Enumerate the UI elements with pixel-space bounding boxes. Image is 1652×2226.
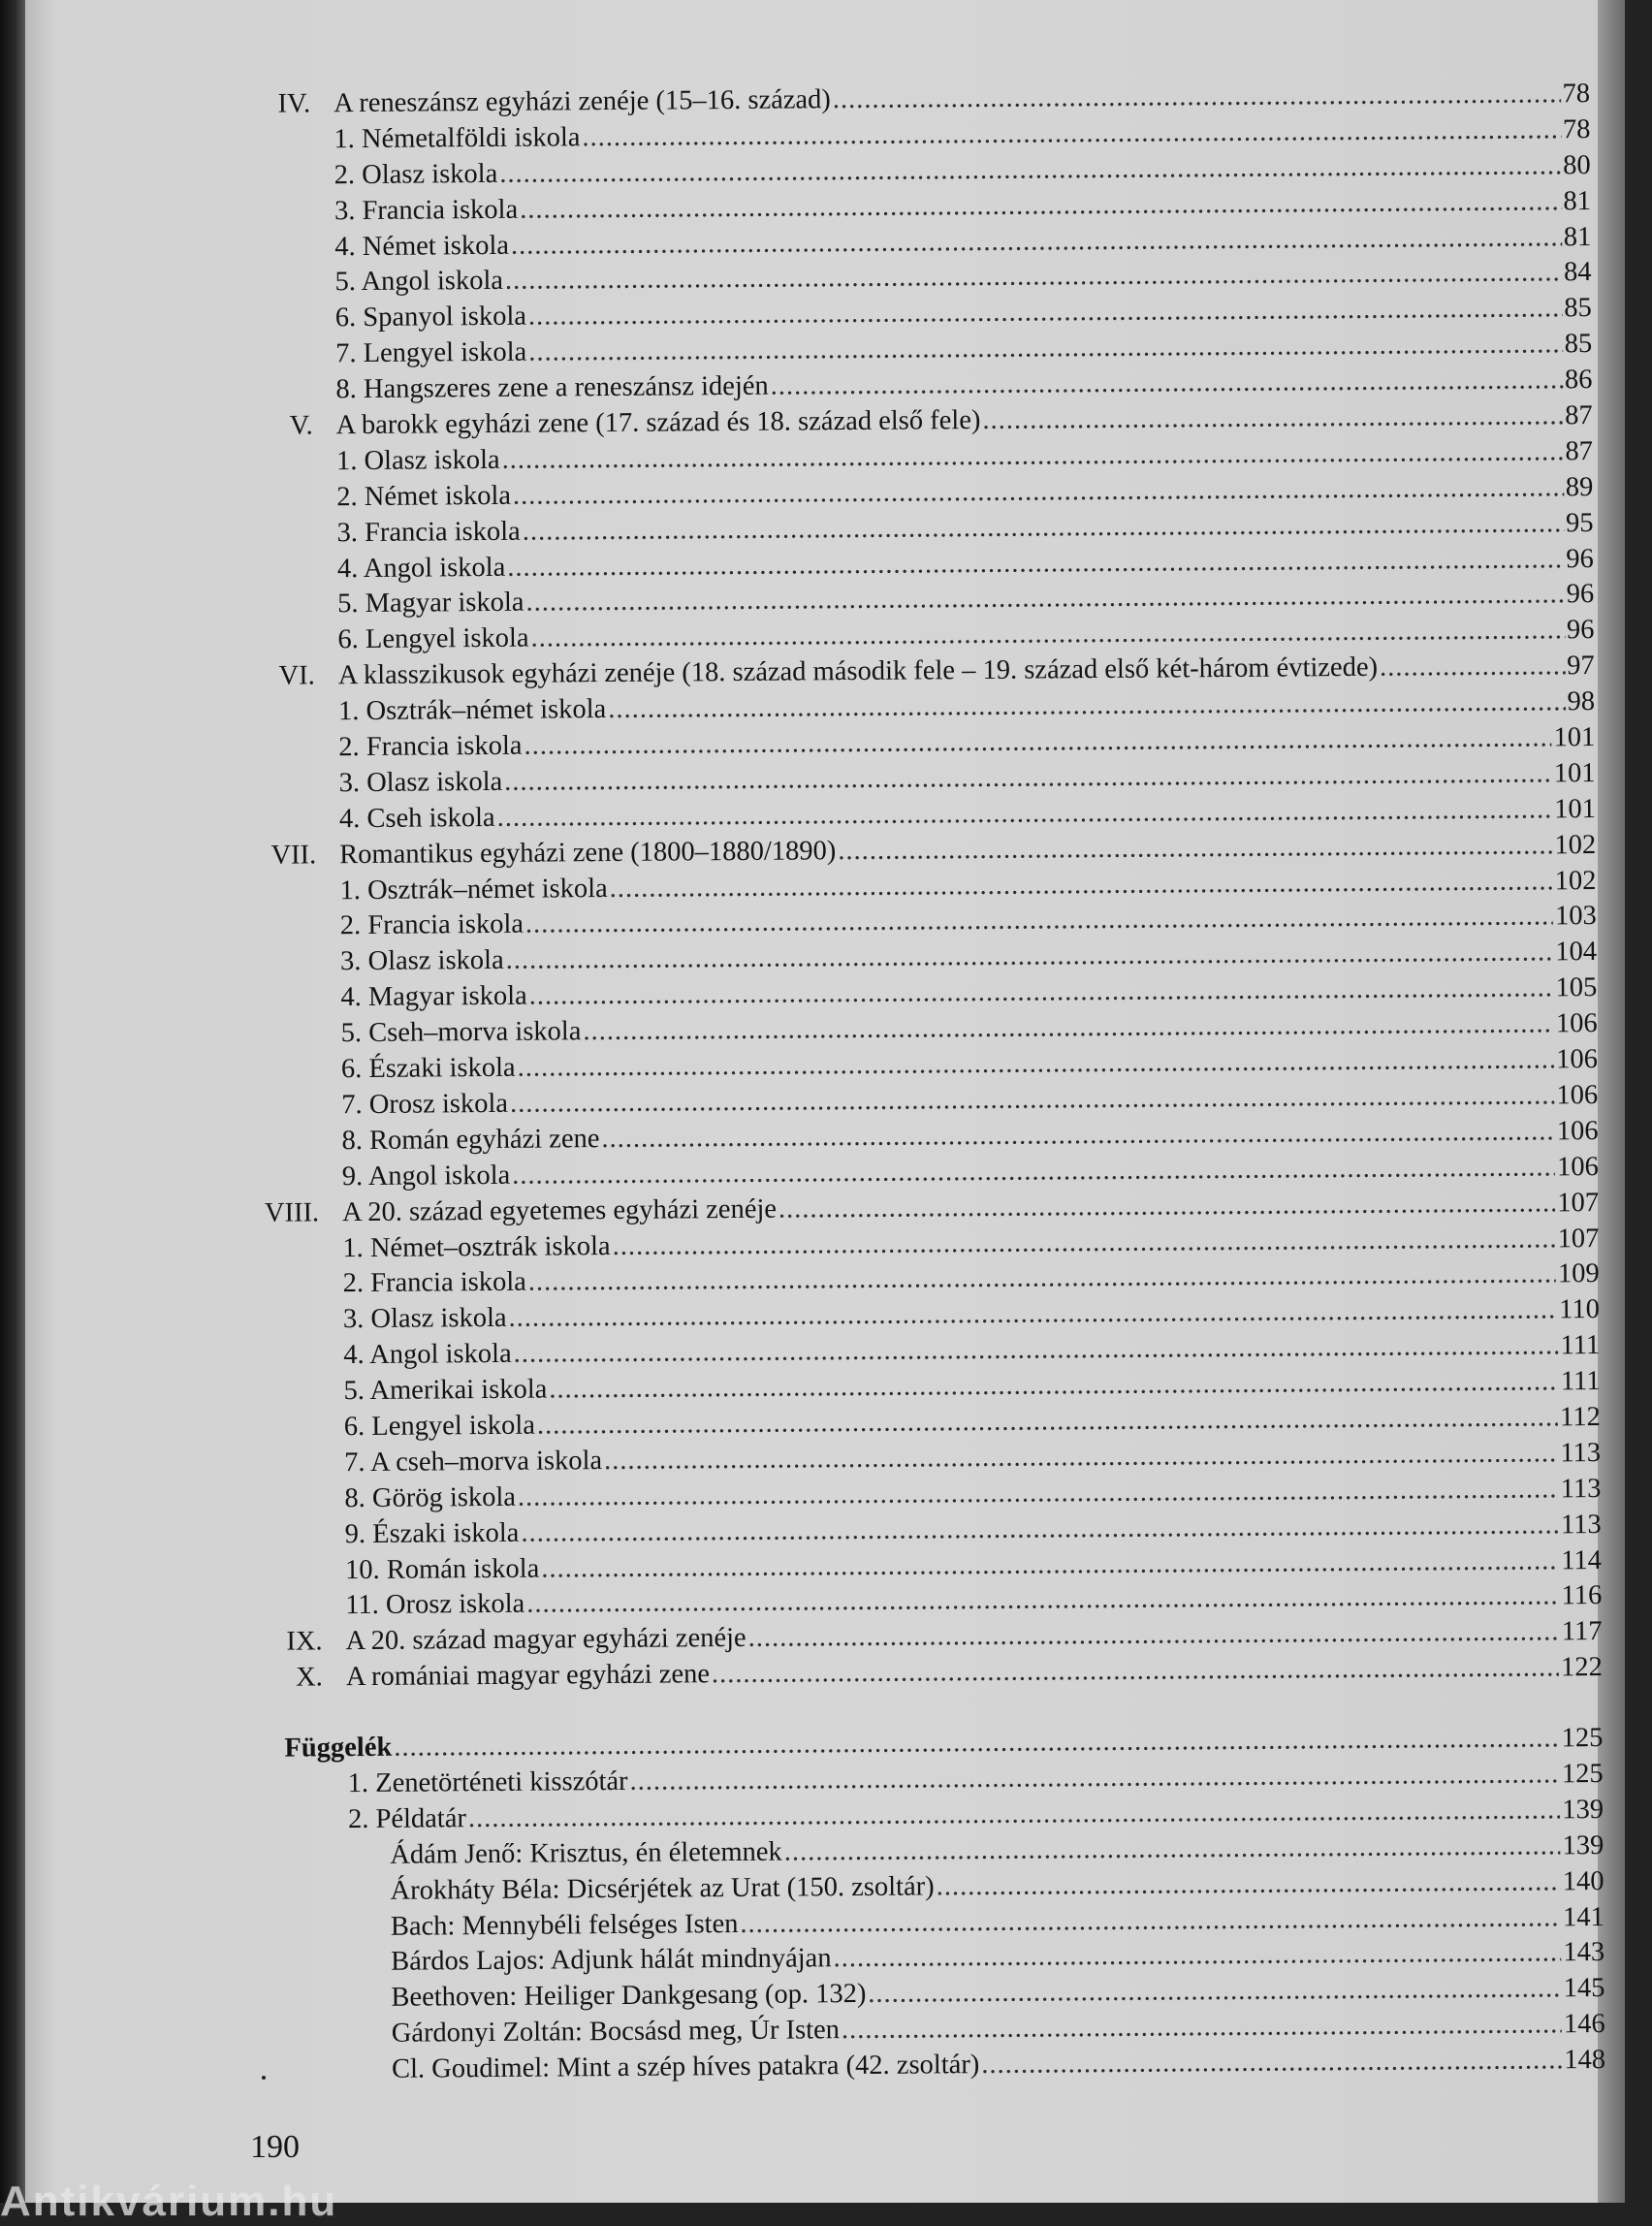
- chapter-numeral: IX.: [286, 1626, 323, 1657]
- dot-leader: [784, 1828, 1561, 1870]
- chapter-numeral: VII.: [270, 840, 317, 871]
- toc-entry-title: 5. Angol iskola: [334, 266, 504, 298]
- toc-entry-page: 140: [1562, 1865, 1604, 1896]
- toc-entry-title: 1. Német–osztrák iskola: [342, 1230, 611, 1263]
- chapter-numeral: X.: [296, 1662, 324, 1693]
- toc-entry-page: 102: [1554, 829, 1597, 861]
- toc-entry-page: 80: [1563, 149, 1591, 181]
- toc-entry-title: 11. Orosz iskola: [345, 1589, 525, 1621]
- toc-entry-page: 148: [1564, 2045, 1606, 2076]
- toc-entry-page: 107: [1557, 1187, 1600, 1218]
- toc-entry-page: 125: [1561, 1758, 1604, 1790]
- dot-leader: [842, 2008, 1562, 2050]
- toc-entry-page: 85: [1564, 329, 1593, 360]
- toc-entry-page: 106: [1556, 1115, 1599, 1147]
- toc-entry-page: 141: [1562, 1901, 1604, 1932]
- toc-entry-title: 5. Amerikai iskola: [343, 1374, 548, 1407]
- toc-entry-title: 1. Osztrák–német iskola: [339, 873, 608, 906]
- toc-entry-page: 122: [1560, 1652, 1603, 1683]
- toc-entry-title: 4. Cseh iskola: [338, 802, 495, 835]
- toc-entry-page: 106: [1556, 1044, 1599, 1075]
- toc-entry-title: 6. Lengyel iskola: [337, 623, 529, 655]
- toc-entry-page: 86: [1564, 365, 1593, 396]
- toc-entry-title: 6. Északi iskola: [340, 1052, 516, 1085]
- toc-entry-title: A 20. század magyar egyházi zenéje: [345, 1623, 747, 1657]
- toc-entry-page: 107: [1557, 1223, 1600, 1254]
- dot-leader: [838, 828, 1552, 870]
- toc-entry-page: 96: [1566, 579, 1595, 610]
- dot-leader: [712, 1651, 1559, 1694]
- toc-entry-title: A 20. század egyetemes egyházi zenéje: [341, 1193, 778, 1227]
- toc-entry-title: A klasszikusok egyházi zenéje (18. század második fele – 19. század első két-három évtizede): [337, 652, 1379, 691]
- toc-entry-title: Ádám Jenő: Krisztus, én életemnek: [390, 1836, 782, 1870]
- toc-entry-title: 2. Francia iskola: [339, 909, 524, 941]
- toc-entry-title: 8. Görög iskola: [344, 1481, 517, 1513]
- toc-entry-title: 9. Angol iskola: [341, 1160, 511, 1192]
- toc-entry-page: 101: [1554, 793, 1597, 825]
- watermark: Antikvárium.hu: [0, 2178, 338, 2225]
- toc-entry-page: 145: [1563, 1973, 1605, 2004]
- toc-entry-title: 3. Olasz iskola: [338, 766, 503, 799]
- toc-entry-page: 113: [1560, 1473, 1602, 1505]
- toc-entry-title: 8. Román egyházi zene: [341, 1123, 600, 1157]
- toc-entry-title: 4. Angol iskola: [336, 552, 506, 584]
- dot-leader: [868, 1972, 1562, 2014]
- toc-entry-title: Árokháty Béla: Dicsérjétek az Urat (150. zsoltár): [390, 1871, 935, 1906]
- toc-entry-title: 1. Osztrák–német iskola: [337, 694, 607, 727]
- dot-leader: [982, 398, 1563, 439]
- toc-entry-title: 8. Hangszeres zene a reneszánsz idején: [335, 370, 769, 405]
- toc-entry-title: 3. Olasz iskola: [342, 1303, 507, 1335]
- dot-leader: [937, 1864, 1561, 1905]
- toc-entry-page: 106: [1555, 1008, 1598, 1039]
- toc-entry-page: 146: [1563, 2009, 1605, 2040]
- toc-entry-title: Bárdos Lajos: Adjunk hálát mindnyájan: [391, 1943, 832, 1978]
- toc-entry-title: 7. Lengyel iskola: [335, 336, 527, 369]
- toc-entry-page: 104: [1555, 937, 1598, 968]
- toc-entry-title: 1. Olasz iskola: [335, 444, 500, 477]
- toc-entry-page: 97: [1567, 651, 1595, 682]
- chapter-numeral: VI.: [278, 660, 315, 691]
- toc-entry-title: 7. Orosz iskola: [341, 1088, 509, 1121]
- toc-entry-title: Bach: Mennybéli felséges Isten: [390, 1908, 739, 1942]
- toc-entry-page: 101: [1553, 757, 1596, 789]
- toc-entry-page: 98: [1567, 686, 1596, 717]
- toc-entry-title: A reneszánsz egyházi zenéje (15–16. század): [334, 84, 831, 119]
- dot-leader: [778, 1186, 1556, 1227]
- chapter-numeral: IV.: [277, 88, 311, 119]
- toc-entry-page: 139: [1562, 1794, 1604, 1826]
- toc-entry-title: 5. Cseh–morva iskola: [340, 1016, 582, 1049]
- toc-entry-page: 143: [1563, 1937, 1605, 1968]
- toc-entry-page: 95: [1565, 507, 1594, 538]
- toc-entry-page: 106: [1556, 1079, 1599, 1111]
- stray-dot: [262, 2076, 266, 2080]
- toc-entry-page: 106: [1556, 1151, 1599, 1183]
- toc-entry-page: 81: [1563, 221, 1592, 252]
- toc-entry-page: 111: [1560, 1330, 1601, 1361]
- dot-leader: [981, 2043, 1562, 2083]
- toc-entry-title: A barokk egyházi zene (17. század és 18. század első fele): [335, 404, 981, 441]
- toc-entry-title: Cl. Goudimel: Mint a szép híves patakra (42. zsoltár): [391, 2050, 980, 2084]
- toc-entry-page: 113: [1560, 1437, 1602, 1469]
- toc-entry-title: 6. Spanyol iskola: [334, 302, 527, 334]
- chapter-numeral: V.: [289, 410, 313, 441]
- toc-entry-page: 81: [1563, 185, 1592, 216]
- toc-entry-page: 116: [1561, 1580, 1603, 1611]
- toc-entry-title: Gárdonyi Zoltán: Bocsásd meg, Úr Isten: [391, 2015, 841, 2050]
- chapter-numeral: VIII.: [264, 1196, 320, 1228]
- toc-entry-title: 2. Német iskola: [336, 480, 512, 512]
- toc-entry-title: 3. Francia iskola: [334, 194, 519, 226]
- toc-entry-title: Függelék: [284, 1732, 393, 1764]
- toc-entry-title: 3. Francia iskola: [336, 516, 521, 548]
- toc-entry-title: 1. Zenetörténeti kisszótár: [347, 1765, 628, 1799]
- toc-entry-page: 84: [1563, 257, 1592, 288]
- toc-entry-page: 102: [1554, 865, 1597, 896]
- toc-entry-page: 112: [1559, 1401, 1601, 1433]
- toc-entry-title: 9. Északi iskola: [344, 1517, 520, 1549]
- toc-entry-title: 4. Német iskola: [334, 230, 510, 262]
- toc-entry-page: 78: [1562, 79, 1591, 110]
- toc-entry-page: 85: [1564, 293, 1592, 324]
- toc-entry-title: 2. Francia iskola: [338, 730, 523, 763]
- toc-entry-page: 105: [1555, 972, 1598, 1003]
- toc-entry-page: 114: [1561, 1544, 1603, 1575]
- dot-leader: [1380, 650, 1565, 686]
- toc-entry-title: 1. Németalföldi iskola: [334, 122, 581, 155]
- table-of-contents: [237, 77, 1605, 2089]
- toc-entry-title: 7. A cseh–morva iskola: [344, 1445, 603, 1479]
- toc-entry-title: 3. Olasz iskola: [339, 945, 504, 977]
- toc-entry-title: 2. Példatár: [347, 1803, 467, 1835]
- toc-entry-page: 89: [1565, 471, 1594, 503]
- toc-entry-page: 96: [1566, 615, 1595, 646]
- toc-entry-page: 96: [1566, 543, 1594, 574]
- toc-entry-title: 4. Magyar iskola: [340, 980, 527, 1013]
- dot-leader: [833, 1936, 1561, 1978]
- toc-entry-title: Beethoven: Heiliger Dankgesang (op. 132): [391, 1979, 867, 2014]
- toc-entry-page: 110: [1559, 1294, 1601, 1325]
- dot-leader: [771, 363, 1563, 404]
- toc-entry-title: 10. Román iskola: [344, 1553, 540, 1585]
- toc-entry-title: 2. Francia iskola: [342, 1267, 526, 1299]
- toc-entry-title: 5. Magyar iskola: [337, 588, 524, 620]
- toc-entry-page: 87: [1565, 400, 1593, 431]
- toc-entry-page: 103: [1554, 901, 1597, 932]
- toc-entry-page: 78: [1562, 113, 1591, 145]
- toc-entry-title: 2. Olasz iskola: [334, 158, 498, 190]
- toc-entry-page: 117: [1561, 1616, 1603, 1647]
- book-spine-shadow: [0, 0, 25, 2203]
- toc-entry-page: 125: [1561, 1723, 1604, 1754]
- toc-entry-page: 113: [1560, 1509, 1602, 1540]
- toc-entry-title: A romániai magyar egyházi zene: [345, 1659, 711, 1693]
- toc-entry-page: 101: [1553, 722, 1596, 753]
- toc-entry-page: 109: [1557, 1258, 1600, 1289]
- page-number: 190: [250, 2129, 300, 2165]
- dot-leader: [833, 77, 1561, 118]
- toc-entry-page: 111: [1560, 1366, 1601, 1397]
- toc-entry-title: 4. Angol iskola: [343, 1338, 512, 1371]
- toc-entry-title: Romantikus egyházi zene (1800–1880/1890): [339, 835, 837, 870]
- toc-entry-page: 87: [1565, 435, 1594, 467]
- toc-entry-page: 139: [1562, 1829, 1604, 1861]
- toc-entry-title: 6. Lengyel iskola: [343, 1410, 536, 1443]
